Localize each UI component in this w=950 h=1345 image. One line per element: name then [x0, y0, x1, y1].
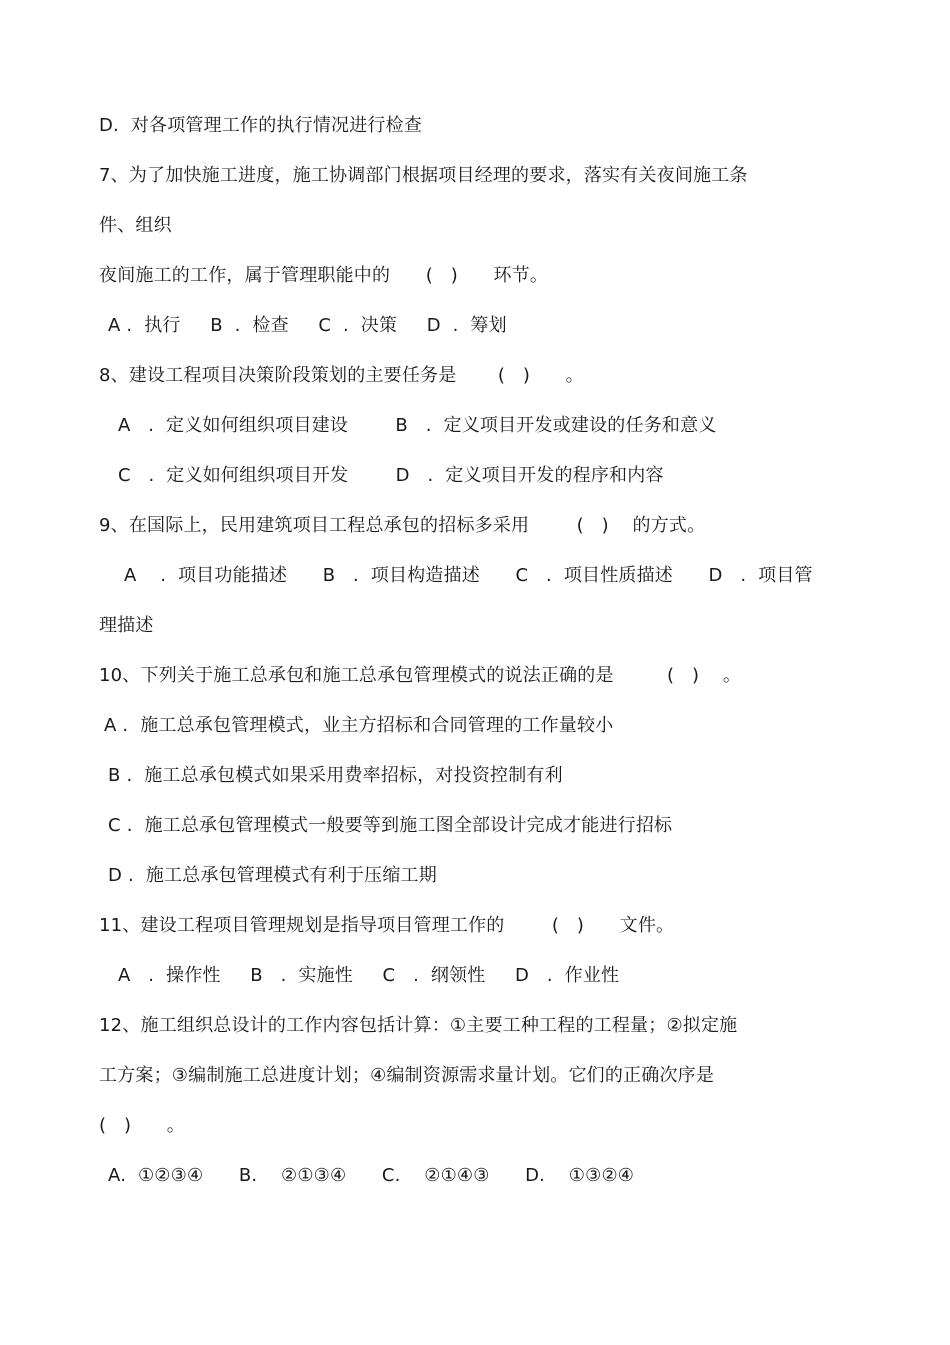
- question-7-cont-1: 件、组织: [99, 215, 172, 236]
- option-a-q10: A . 施工总承包管理模式，业主方招标和合同管理的工作量较小: [104, 715, 614, 736]
- option-b-q10: B . 施工总承包模式如果采用费率招标，对投资控制有利: [108, 765, 563, 786]
- question-11: 11、建设工程项目管理规划是指导项目管理工作的 ( ) 文件。: [99, 915, 675, 936]
- options-q7: A . 执行 B . 检查 C . 决策 D . 筹划: [108, 315, 507, 336]
- options-q8-cd: C . 定义如何组织项目开发 D . 定义项目开发的程序和内容: [118, 465, 664, 486]
- option-d-q10: D . 施工总承包管理模式有利于压缩工期: [108, 865, 437, 886]
- options-q9-cont: 理描述: [99, 615, 154, 636]
- options-q8-ab: A . 定义如何组织项目建设 B . 定义项目开发或建设的任务和意义: [118, 415, 717, 436]
- question-12-cont-1: 工方案；③编制施工总进度计划；④编制资源需求量计划。它们的正确次序是: [99, 1065, 715, 1086]
- question-12: 12、施工组织总设计的工作内容包括计算：①主要工种工程的工程量；②拟定施: [99, 1015, 738, 1036]
- option-c-q10: C . 施工总承包管理模式一般要等到施工图全部设计完成才能进行招标: [108, 815, 673, 836]
- question-7-cont-2: 夜间施工的工作，属于管理职能中的 ( ) 环节。: [99, 265, 549, 286]
- options-q11: A . 操作性 B . 实施性 C . 纲领性 D . 作业性: [118, 965, 620, 986]
- options-q9: A . 项目功能描述 B . 项目构造描述 C . 项目性质描述 D . 项目管: [124, 565, 813, 586]
- question-7: 7、为了加快施工进度，施工协调部门根据项目经理的要求，落实有关夜间施工条: [99, 165, 748, 186]
- options-q12: A. ①②③④ B. ②①③④ C. ②①④③ D. ①③②④: [108, 1165, 635, 1186]
- question-12-cont-2: ( ) 。: [99, 1115, 185, 1136]
- question-8: 8、建设工程项目决策阶段策划的主要任务是 ( ) 。: [99, 365, 584, 386]
- question-10: 10、下列关于施工总承包和施工总承包管理模式的说法正确的是 ( ) 。: [99, 665, 742, 686]
- option-d-q6: D. 对各项管理工作的执行情况进行检查: [99, 115, 423, 136]
- question-9: 9、在国际上，民用建筑项目工程总承包的招标多采用 ( ) 的方式。: [99, 515, 706, 536]
